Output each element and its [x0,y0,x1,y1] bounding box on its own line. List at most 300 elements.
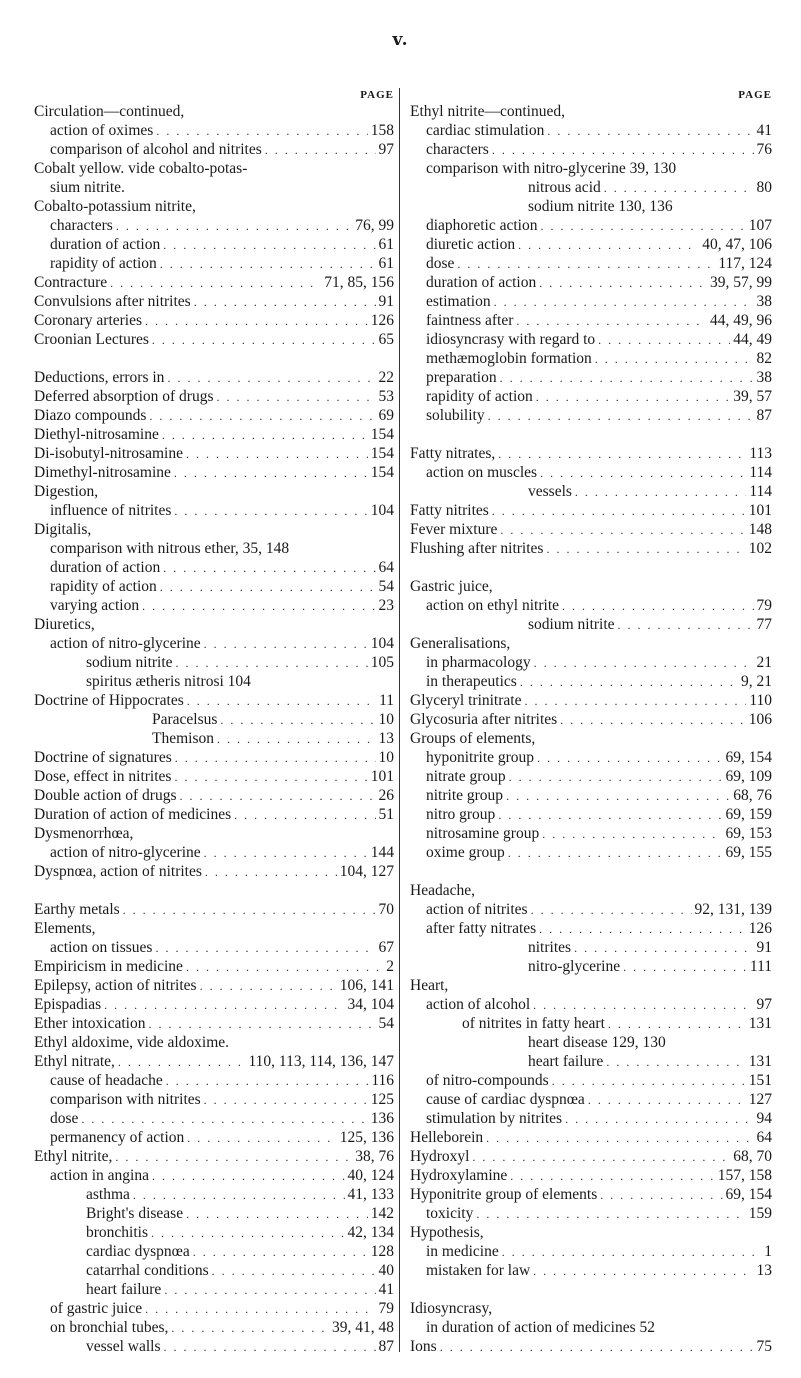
index-entry [410,805,772,824]
index-entry [410,387,772,406]
entry-pages: 111 [749,958,772,975]
dot-leader [623,958,747,976]
index-entry [410,121,772,140]
index-entry [34,862,394,881]
index-entry [410,102,772,121]
dot-leader [145,1300,375,1318]
entry-term: rapidity of action [426,388,533,405]
index-entry [34,482,394,501]
index-entry [34,235,394,254]
dot-leader [118,1053,246,1071]
entry-pages: 69, 153 [725,825,772,842]
index-entry [410,178,772,197]
entry-pages: 87 [756,407,772,424]
index-entry [34,900,394,919]
entry-pages: 1 [764,1243,772,1260]
dot-leader [472,1148,730,1166]
entry-pages: 40, 124 [347,1167,394,1184]
dot-leader [163,559,375,577]
entry-pages: 69, 154 [725,749,772,766]
dot-leader [533,996,753,1014]
index-entry [34,121,394,140]
entry-term: Flushing after nitrites [410,540,544,557]
entry-term: nitrate group [426,768,506,785]
index-entry [34,1147,394,1166]
entry-term: Cobalto-potassium nitrite, [34,198,196,215]
entry-term: Fatty nitrates, [410,445,496,462]
index-entry [34,444,394,463]
entry-term: Cobalt yellow. vide cobalto-potas- [34,160,248,177]
entry-pages: 127 [748,1091,772,1108]
entry-pages: 114 [749,464,772,481]
index-entry [34,995,394,1014]
entry-pages: 69, 155 [725,844,772,861]
index-entry [410,1337,772,1356]
index-entry [410,919,772,938]
index-entry [34,197,394,216]
entry-term: Ethyl nitrate, [34,1053,115,1070]
entry-pages: 126 [748,920,772,937]
index-entry [34,425,394,444]
index-entry [410,1033,772,1052]
entry-term: spiritus ætheris nitrosi 104 [86,673,251,690]
entry-pages: 104 [370,635,394,652]
index-entries-right [410,102,772,1356]
entry-pages: 117, 124 [718,255,772,272]
entry-term: heart disease 129, 130 [528,1034,666,1051]
entry-pages: 53 [378,388,394,405]
entry-term: Double action of drugs [34,787,177,804]
dot-leader [156,122,367,140]
entry-term: action in angina [50,1167,149,1184]
entry-pages: 67 [378,939,394,956]
entry-pages: 68, 76 [733,787,772,804]
entry-pages: 148 [748,521,772,538]
entry-pages: 40, 47, 106 [702,236,772,253]
index-entry [34,748,394,767]
dot-leader [186,958,383,976]
index-entry [34,653,394,672]
entry-pages: 76, 99 [355,217,394,234]
entry-term: of nitro-compounds [426,1072,549,1089]
dot-leader [500,369,754,387]
entry-term: comparison with nitrites [50,1091,201,1108]
index-entry [34,691,394,710]
entry-pages: 61 [378,255,394,272]
entry-pages: 113 [749,445,772,462]
entry-term: Fatty nitrites [410,502,489,519]
entry-pages: 79 [378,1300,394,1317]
entry-term: Generalisations, [410,635,511,652]
index-entry [410,520,772,539]
entry-term: diuretic action [426,236,516,253]
dot-leader [533,1262,753,1280]
entry-term: Groups of elements, [410,730,536,747]
entry-pages: 9, 21 [741,673,772,690]
dot-leader [155,939,375,957]
entry-pages: 110, 113, 114, 136, 147 [248,1053,394,1070]
entry-pages: 65 [378,331,394,348]
entry-pages: 104 [370,502,394,519]
entry-term: after fatty nitrates [426,920,537,937]
entry-term: in duration of action of medicines 52 [426,1319,655,1336]
index-entry [410,1071,772,1090]
entry-term: Epilepsy, action of nitrites [34,977,197,994]
entry-term: cause of cardiac dyspnœa [426,1091,585,1108]
index-entry [34,1318,394,1337]
entry-pages: 106 [748,711,772,728]
index-entry [410,1261,772,1280]
index-entry [410,1223,772,1242]
index-entry [34,178,394,197]
entry-term: Ethyl nitrite—continued, [410,103,565,120]
dot-leader [163,236,375,254]
entry-term: duration of action [50,236,161,253]
entry-term: of gastric juice [50,1300,143,1317]
entry-term: nitro group [426,806,496,823]
entry-term: nitrous acid [528,179,601,196]
entry-term: action of nitro-glycerine [50,635,201,652]
index-entry [410,615,772,634]
index-entry [34,1128,394,1147]
entry-term: duration of action [426,274,537,291]
entry-term: vessel walls [86,1338,161,1355]
dot-leader [166,1072,369,1090]
entry-term: Gastric juice, [410,578,493,595]
index-entry [410,1052,772,1071]
entry-term: of nitrites in fatty heart [462,1015,605,1032]
entry-term: influence of nitrites [50,502,172,519]
entry-term: Empiricism in medicine [34,958,183,975]
entry-term: Glycosuria after nitrites [410,711,558,728]
entry-term: diaphoretic action [426,217,538,234]
entry-pages: 68, 70 [733,1148,772,1165]
entry-term: methæmoglobin formation [426,350,592,367]
index-entry [410,653,772,672]
entry-pages: 13 [378,730,394,747]
index-entry [34,387,394,406]
entry-term: Hydroxyl [410,1148,470,1165]
dot-leader [217,730,376,748]
dot-leader [588,1091,746,1109]
entry-term: mistaken for law [426,1262,531,1279]
entry-term: sodium nitrite [86,654,173,671]
entry-term: cardiac dyspnœa [86,1243,190,1260]
dot-leader [542,825,722,843]
entry-pages: 92, 131, 139 [694,901,772,918]
entry-pages: 70 [378,901,394,918]
index-entry [34,672,394,691]
dot-leader [494,293,754,311]
dot-leader [457,255,715,273]
dot-leader [115,1148,352,1166]
dot-leader [234,806,375,824]
entry-term: Dimethyl-nitrosamine [34,464,171,481]
entry-term: nitrites [528,939,572,956]
dot-leader [160,255,376,273]
dot-leader [205,863,337,881]
index-entry [34,805,394,824]
index-entry [410,957,772,976]
entry-term: dose [426,255,455,272]
index-entry [410,824,772,843]
entry-term: vessels [528,483,572,500]
dot-leader [152,1167,345,1185]
entry-pages: 131 [748,1015,772,1032]
entry-term: sium nitrite. [50,179,125,196]
dot-leader [164,1281,375,1299]
index-entry [34,368,394,387]
entry-pages: 125 [370,1091,394,1108]
entry-pages: 69, 109 [725,768,772,785]
entry-term: Ions [410,1338,437,1355]
entry-pages: 39, 57 [733,388,772,405]
index-entry [410,881,772,900]
dot-leader [204,844,368,862]
entry-term: Circulation—continued, [34,103,185,120]
entry-pages: 21 [756,654,772,671]
entry-term: Diuretics, [34,616,95,633]
index-entry [410,786,772,805]
entry-pages: 75 [756,1338,772,1355]
index-entry [34,216,394,235]
entry-pages: 97 [756,996,772,1013]
dot-leader [600,1186,722,1204]
dot-leader [148,1015,375,1033]
entry-term: Fever mixture [410,521,498,538]
index-entry [34,634,394,653]
index-entry [410,1128,772,1147]
dot-leader [524,692,746,710]
entry-pages: 154 [370,464,394,481]
index-entry [410,976,772,995]
entry-pages: 64 [756,1129,772,1146]
entry-pages: 54 [378,1015,394,1032]
dot-leader [604,179,754,197]
entry-term: comparison with nitro-glycerine 39, 130 [426,160,677,177]
index-entry [34,406,394,425]
entry-term: comparison of alcohol and nitrites [50,141,262,158]
entry-term: Ethyl nitrite, [34,1148,113,1165]
index-entry [34,1337,394,1356]
entry-pages: 126 [370,312,394,329]
entry-term: Diazo compounds [34,407,147,424]
dot-leader [110,274,321,292]
index-entry [410,216,772,235]
entry-term: duration of action [50,559,161,576]
dot-leader [151,1224,345,1242]
entry-pages: 105 [370,654,394,671]
dot-leader [498,806,722,824]
index-entry [410,539,772,558]
entry-term: Elements, [34,920,96,937]
dot-leader [500,521,745,539]
entry-term: action of alcohol [426,996,531,1013]
dot-leader [536,388,731,406]
entry-pages: 110 [749,692,772,709]
index-entry [410,1166,772,1185]
entry-pages: 106, 141 [339,977,394,994]
entry-pages: 159 [748,1205,772,1222]
dot-leader [187,692,376,710]
dot-leader [552,1072,746,1090]
entry-pages: 94 [756,1110,772,1127]
entry-term: action on tissues [50,939,153,956]
entry-term: on bronchial tubes, [50,1319,169,1336]
index-entry [34,1185,394,1204]
entry-term: Doctrine of Hippocrates [34,692,184,709]
entry-term: in medicine [426,1243,499,1260]
entry-pages: 91 [378,293,394,310]
index-entry [410,691,772,710]
dot-leader [174,768,367,786]
dot-leader [149,407,375,425]
index-entry [34,615,394,634]
index-entry [410,292,772,311]
dot-leader [193,1243,368,1261]
dot-leader [133,1186,345,1204]
index-column-left [34,88,394,1356]
dot-leader [502,1243,762,1261]
index-entry [34,976,394,995]
dot-leader [204,635,368,653]
dot-leader [145,312,368,330]
entry-term: Digitalis, [34,521,92,538]
entry-term: action on muscles [426,464,538,481]
entry-pages: 34, 104 [347,996,394,1013]
index-entry [410,368,772,387]
dot-leader [562,597,753,615]
index-entry [410,596,772,615]
dot-leader [152,331,376,349]
dot-leader [540,217,745,235]
index-entries-left [34,102,394,1356]
index-entry [34,1071,394,1090]
index-entry [34,596,394,615]
index-entry [34,292,394,311]
dot-leader [194,293,376,311]
entry-term: cause of headache [50,1072,163,1089]
dot-leader [171,1319,329,1337]
entry-term: Coronary arteries [34,312,143,329]
entry-pages: 10 [378,711,394,728]
entry-term: rapidity of action [50,578,157,595]
index-entry [34,938,394,957]
index-entry [410,1147,772,1166]
entry-pages: 39, 57, 99 [710,274,772,291]
entry-pages: 38 [756,369,772,386]
index-entry [410,349,772,368]
dot-leader [546,540,745,558]
entry-pages: 39, 41, 48 [332,1319,394,1336]
entry-term: rapidity of action [50,255,157,272]
index-entry [410,938,772,957]
entry-term: Croonian Lectures [34,331,149,348]
entry-spacer [410,425,772,444]
dot-leader [516,312,707,330]
dot-leader [547,122,753,140]
entry-pages: 107 [748,217,772,234]
entry-pages: 79 [756,597,772,614]
index-entry [34,463,394,482]
entry-term: Digestion, [34,483,99,500]
entry-term: heart failure [528,1053,604,1070]
dot-leader [160,578,376,596]
index-entry [34,159,394,178]
entry-term: nitro-glycerine [528,958,621,975]
dot-leader [510,1167,714,1185]
index-entry [34,729,394,748]
entry-term: action of oximes [50,122,154,139]
dot-leader [186,1205,368,1223]
entry-pages: 38 [756,293,772,310]
dot-leader [142,597,375,615]
index-entry [410,710,772,729]
entry-term: cardiac stimulation [426,122,545,139]
index-entry [34,254,394,273]
entry-pages: 101 [748,502,772,519]
entry-term: nitrite group [426,787,504,804]
entry-pages: 64 [378,559,394,576]
entry-pages: 23 [378,597,394,614]
entry-pages: 54 [378,578,394,595]
index-entry [410,1185,772,1204]
dot-leader [116,217,352,235]
entry-pages: 142 [370,1205,394,1222]
index-entry [34,1033,394,1052]
entry-term: Hydroxylamine [410,1167,508,1184]
dot-leader [540,464,746,482]
entry-pages: 151 [748,1072,772,1089]
index-entry [34,539,394,558]
dot-leader [212,1262,376,1280]
entry-pages: 144 [370,844,394,861]
index-entry [410,729,772,748]
entry-term: Contracture [34,274,108,291]
entry-term: bronchitis [86,1224,148,1241]
entry-pages: 71, 85, 156 [324,274,394,291]
dot-leader [186,445,368,463]
index-entry [34,577,394,596]
entry-term: Diethyl-nitrosamine [34,426,159,443]
index-entry [34,919,394,938]
index-entry [34,1242,394,1261]
entry-pages: 44, 49 [733,331,772,348]
index-entry [34,957,394,976]
dot-leader [104,996,344,1014]
index-entry [34,520,394,539]
entry-term: sodium nitrite [528,616,615,633]
dot-leader [531,901,692,919]
index-entry [34,1204,394,1223]
dot-leader [174,502,367,520]
entry-pages: 102 [748,540,772,557]
dot-leader [506,787,730,805]
entry-term: Di-isobutyl-nitrosamine [34,445,183,462]
index-entry [410,1242,772,1261]
entry-pages: 13 [756,1262,772,1279]
dot-leader [175,749,376,767]
entry-term: solubility [426,407,485,424]
dot-leader [488,407,754,425]
entry-term: hyponitrite group [426,749,535,766]
entry-term: Ether intoxication [34,1015,146,1032]
index-entry [410,197,772,216]
index-entry [34,1261,394,1280]
dot-leader [174,464,368,482]
index-entry [410,1299,772,1318]
entry-term: Ethyl aldoxime, vide aldoxime. [34,1034,229,1051]
